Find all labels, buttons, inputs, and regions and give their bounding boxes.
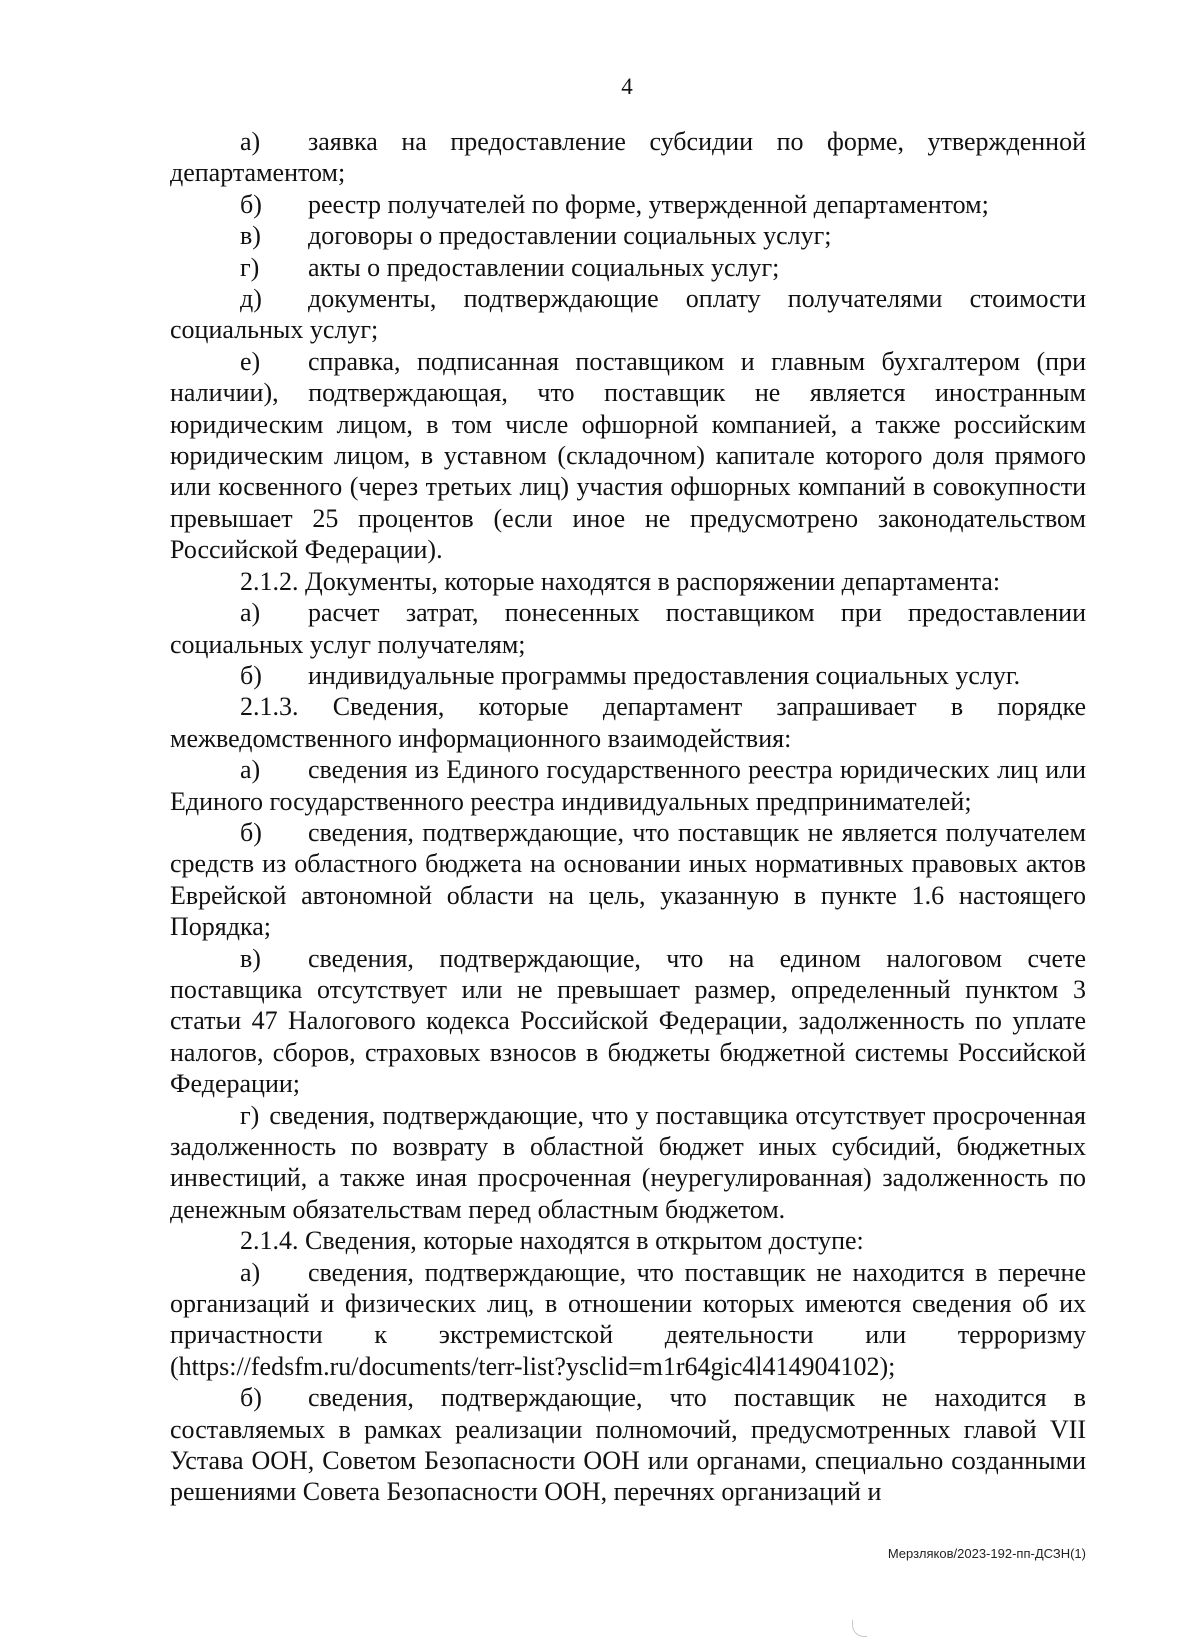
- list-item-text: документы, подтверждающие оплату получателями стоимости социальных услуг;: [170, 284, 1086, 345]
- list-item: [170, 220, 1086, 251]
- list-marker: б): [240, 817, 262, 847]
- list-item-text: сведения из Единого государственного реестра юридических лиц или Единого государственного реестра индивидуальных предпринимателей;: [170, 755, 1086, 816]
- page-number: 4: [621, 74, 633, 99]
- section-heading: 2.1.2. Документы, которые находятся в распоряжении департамента:: [240, 566, 1001, 596]
- list-item: [170, 346, 1086, 566]
- list-item: [170, 660, 1086, 691]
- section-heading: 2.1.3. Сведения, которые департамент запрашивает в порядке межведомственного информационного взаимодействия:: [170, 692, 1086, 753]
- list-item-text: договоры о предоставлении социальных услуг;: [308, 221, 832, 251]
- list-item-text: сведения, подтверждающие, что поставщик не находится в перечне организаций и физических лиц, в отношении которых имеются сведения об их причастности к экстремистской деятельности или терроризму (https://fedsfm.ru/documents/terr-list?ysclid=m1r64gic4l414904102);: [170, 1257, 1086, 1381]
- scan-artifact: [852, 1620, 867, 1637]
- list-item-text: расчет затрат, понесенных поставщиком при предоставлении социальных услуг получателям;: [170, 598, 1086, 659]
- list-item: [170, 1382, 1086, 1508]
- list-item: [170, 189, 1086, 220]
- list-marker: г): [240, 252, 260, 282]
- list-marker: б): [240, 1383, 262, 1413]
- list-item-text: сведения, подтверждающие, что на едином налоговом счете поставщика отсутствует или не превышает размер, определенный пунктом 3 статьи 47 Налогового кодекса Российской Федерации, задолженность по уплате налогов, сборов, страховых взносов в бюджеты бюджетной системы Российской Федерации;: [170, 943, 1086, 1099]
- document-body: [170, 126, 1086, 1508]
- list-marker: б): [240, 660, 262, 690]
- list-marker: е): [240, 346, 261, 376]
- list-item-text: индивидуальные программы предоставления социальных услуг.: [308, 660, 1021, 690]
- list-item-text: заявка на предоставление субсидии по форме, утвержденной департаментом;: [170, 127, 1086, 188]
- list-marker: б): [240, 189, 262, 219]
- list-item: [170, 597, 1086, 660]
- list-item: [170, 126, 1086, 189]
- list-marker: а): [240, 127, 261, 156]
- list-item: [170, 943, 1086, 1100]
- list-item: [170, 754, 1086, 817]
- list-item-text: акты о предоставлении социальных услуг;: [308, 252, 780, 282]
- list-item-text: сведения, подтверждающие, что у поставщика отсутствует просроченная задолженность по возврату в областной бюджет иных субсидий, бюджетных инвестиций, а также иная просроченная (неурегулированная) задолженность по денежным обязательствам перед областным бюджетом.: [170, 1100, 1086, 1224]
- list-marker: в): [240, 221, 261, 251]
- list-marker: а): [240, 755, 261, 785]
- list-item-text: справка, подписанная поставщиком и главным бухгалтером (при наличии), подтверждающая, что поставщик не является иностранным юридическим лицом, в том числе офшорной компанией, а также российским юридическим лицом, в уставном (складочном) капитале которого доля прямого или косвенного (через третьих лиц) участия офшорных компаний в совокупности превышает 25 процентов (если иное не предусмотрено законодательством Российской Федерации).: [170, 346, 1086, 565]
- list-item: [170, 1100, 1086, 1226]
- list-item-text: сведения, подтверждающие, что поставщик не находится в составляемых в рамках реализации полномочий, предусмотренных главой VII Устава ООН, Советом Безопасности ООН или органами, специально созданными решениями Совета Безопасности ООН, перечнях организаций и: [170, 1383, 1086, 1507]
- list-item-text: реестр получателей по форме, утвержденной департаментом;: [308, 189, 989, 219]
- list-marker: г): [240, 1100, 260, 1130]
- list-item: [170, 1257, 1086, 1383]
- list-marker: а): [240, 598, 261, 628]
- list-marker: д): [240, 284, 262, 314]
- list-item: [170, 817, 1086, 943]
- list-item-text: сведения, подтверждающие, что поставщик не является получателем средств из областного бюджета на основании иных нормативных правовых актов Еврейской автономной области на цель, указанную в пункте 1.6 настоящего Порядка;: [170, 817, 1086, 942]
- list-marker: в): [240, 943, 261, 973]
- list-marker: а): [240, 1257, 261, 1287]
- list-item: [170, 283, 1086, 346]
- document-footer-code: Мерзляков/2023-192-пп-ДСЗН(1): [887, 1546, 1086, 1561]
- list-item: [170, 252, 1086, 283]
- section-heading: 2.1.4. Сведения, которые находятся в открытом доступе:: [240, 1226, 864, 1256]
